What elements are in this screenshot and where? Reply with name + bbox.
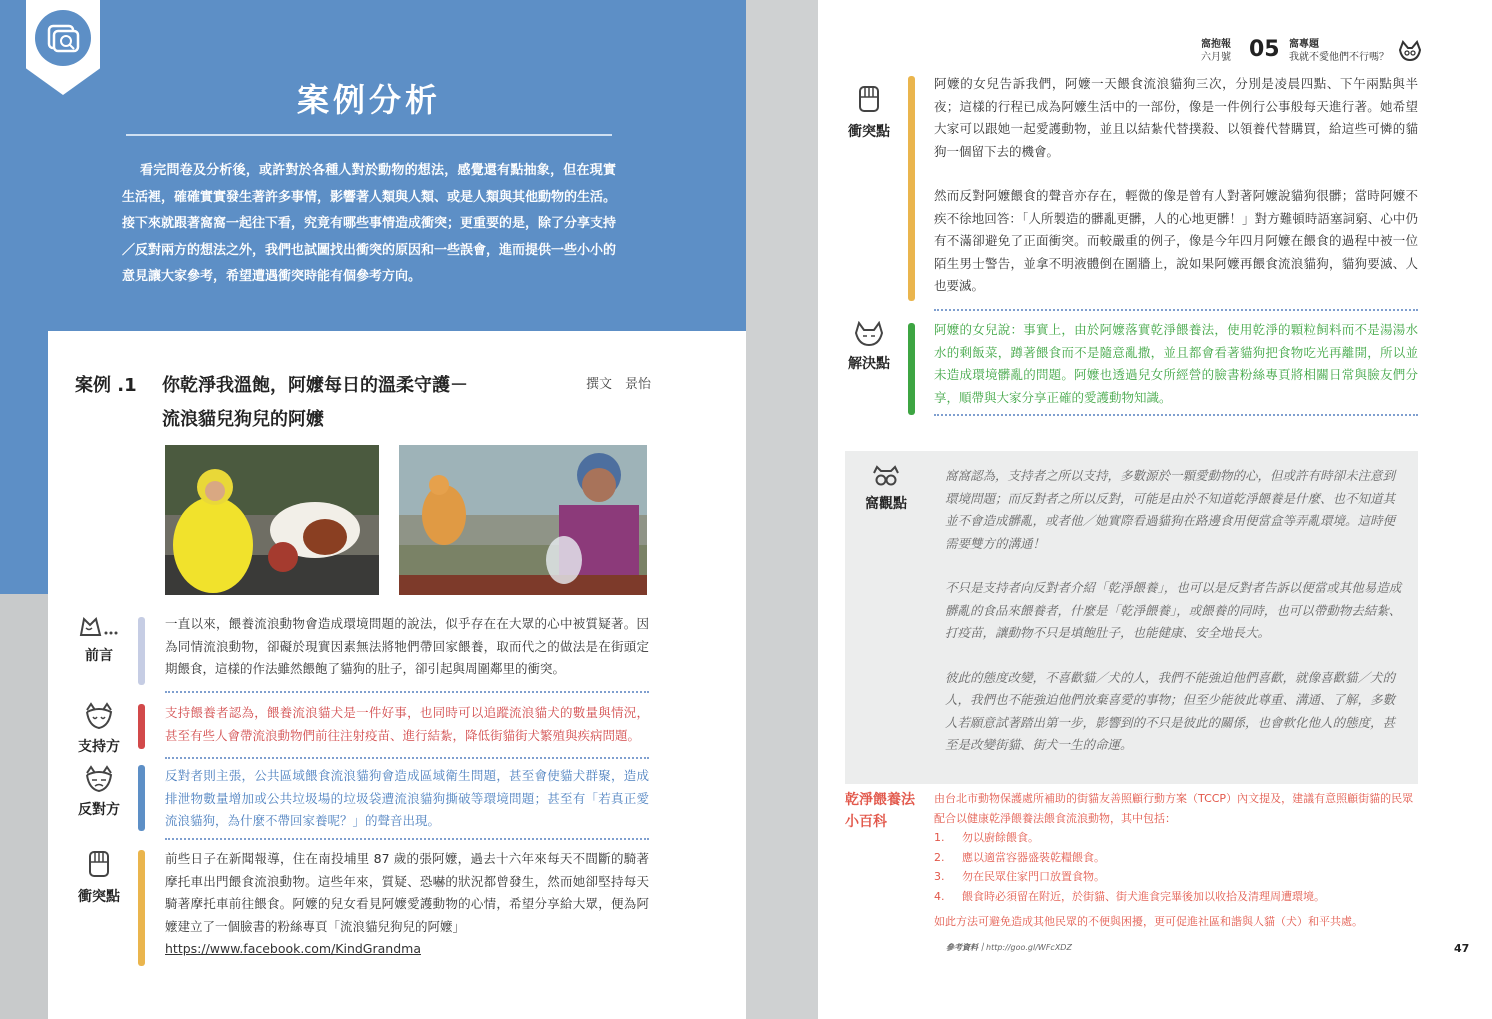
- conflict-bar-right: [908, 76, 915, 301]
- header-issue-number: 05: [1249, 37, 1280, 62]
- conflict-label-right: 衝突點: [848, 124, 890, 140]
- support-cat-icon: [83, 702, 115, 730]
- fist-icon: [856, 83, 882, 115]
- tip-item: 4. 餵食時必須留在附近，於街貓、街犬進食完畢後加以收拾及清理周遭環境。: [934, 889, 1325, 903]
- conflict-label: 衝突點: [78, 889, 120, 905]
- magazine-logo-icon: [35, 10, 91, 66]
- divider: [934, 309, 1418, 311]
- reference: 參考資料｜http://goo.gl/WFcXDZ: [946, 943, 1072, 952]
- solution-bar: [908, 323, 915, 415]
- oppose-icon-group: [70, 765, 128, 819]
- case-number: 案例 .1: [75, 375, 137, 396]
- photo-grandma-feeding-dog: [165, 445, 379, 595]
- solution-label: 解決點: [848, 356, 890, 372]
- viewpoint-icon-group: [863, 465, 909, 513]
- tip-intro: 由台北市動物保護處所補助的街貓友善照顧行動方案（TCCP）內文提及，建議有意照顧街貓的民眾配合以健康乾淨餵養法餵食流浪動物，其中包括：: [934, 792, 1414, 825]
- viewpoint-text: 窩窩認為，支持者之所以支持，多數源於一顆愛動物的心，但或許有時卻未注意到環境問題；而反對者之所以反對，可能是由於不知道乾淨餵養是什麼、也不知道其並不會造成髒亂，或者他／她實際看過貓狗在路邊食用便當盒等弄亂環境。這時便需要雙方的溝通！ 不只是支持者向反對者介紹「乾淨餵養」，也可以是反對者告訴以便當或其他易造成髒亂的食品來餵養者，什麼是「乾淨餵養」，或餵養的同時，也可以帶動物去結紮、打疫苗，讓動物不只是填飽肚子，也能健康、安全地長大。 彼此的態度改變，不喜歡貓／犬的人，我們不能強迫他們喜歡，就像喜歡貓／犬的人，我們也不能強迫他們放棄喜愛的事物；但至少能彼此尊重、溝通、了解，多數人若願意試著踏出第一步，影響到的不只是彼此的關係，也會軟化他人的態度，甚至是改變街貓、街犬一生的命運。: [945, 468, 1402, 752]
- case-card: [48, 331, 746, 1019]
- tip-item: 3. 勿在民眾住家門口放置食物。: [934, 870, 1105, 883]
- cat-sleeping-icon: [78, 613, 120, 639]
- divider: [165, 691, 649, 693]
- support-text: 支持餵養者認為，餵養流浪貓犬是一件好事，也同時可以追蹤流浪貓犬的數量與情況，甚至有些人會帶流浪動物們前往注射疫苗、進行結紮，降低街貓街犬繁殖與疾病問題。: [165, 705, 649, 743]
- header-column: 窩專題 我就不愛他們不行嗎？: [1289, 39, 1389, 63]
- divider: [165, 838, 649, 840]
- viewpoint-box: [845, 451, 1418, 784]
- case-title: 你乾淨我溫飽，阿嬤每日的溫柔守護－ 流浪貓兒狗兒的阿嬤: [162, 375, 468, 430]
- page-gutter: [746, 0, 818, 1019]
- intro-paragraph: 看完問卷及分析後，或許對於各種人對於動物的想法，感覺還有點抽象，但在現實生活裡，確確實實發生著許多事情，影響著人類與人類、或是人類與其他動物的生活。接下來就跟著窩窩一起往下看，究竟有哪些事情造成衝突；更重要的是，除了分享支持／反對兩方的想法之外，我們也試圖找出衝突的原因和一些誤會，進而提供一些小小的意見讓大家參考，希望遭遇衝突時能有個參考方向。: [122, 163, 617, 284]
- oppose-label: 反對方: [78, 802, 120, 818]
- fist-icon: [86, 848, 112, 880]
- facebook-link[interactable]: https://www.facebook.com/KindGrandma: [165, 941, 421, 956]
- reference-url[interactable]: http://goo.gl/WFcXDZ: [986, 943, 1072, 952]
- oppose-text: 反對者則主張，公共區域餵食流浪貓狗會造成區域衛生問題，甚至會使貓犬群聚，造成排泄物數量增加或公共垃圾場的垃圾袋遭流浪貓狗撕破等環境問題；甚至有「若真正愛流浪貓狗，為什麼不帶回家養呢？」的聲音出現。: [165, 768, 649, 828]
- solution-icon-group: [840, 321, 898, 373]
- divider: [165, 757, 649, 759]
- page-number: 47: [1454, 942, 1470, 955]
- viewpoint-label: 窩觀點: [865, 496, 907, 512]
- preface-label: 前言: [85, 648, 113, 664]
- oppose-cat-icon: [83, 765, 115, 793]
- preface-bar: [138, 617, 145, 685]
- support-bar: [138, 704, 145, 749]
- preface-text: 一直以來，餵養流浪動物會造成環境問題的說法，似乎存在在大眾的心中被質疑著。因為同情流浪動物，卻礙於現實因素無法將牠們帶回家餵養，取而代之的做法是在街頭定期餵食，這樣的作法雖然餵飽了貓狗的肚子，卻引起與周圍鄰里的衝突。: [165, 616, 649, 676]
- glasses-cat-icon: [871, 465, 901, 487]
- divider: [934, 414, 1418, 416]
- conflict-icon-group-right: [840, 83, 898, 141]
- conflict-bar: [138, 850, 145, 966]
- tip-title: 乾淨餵養法 小百科: [845, 792, 915, 830]
- author-credit: 撰文 景怡: [586, 377, 652, 392]
- support-label: 支持方: [78, 739, 120, 755]
- right-page: [818, 0, 1492, 1019]
- solution-cat-icon: [853, 321, 885, 347]
- conflict-text-right: 阿嬤的女兒告訴我們，阿嬤一天餵食流浪貓狗三次，分別是凌晨四點、下午兩點與半夜；這樣的行程已成為阿嬤生活中的一部份，像是一件例行公事般每天進行著。她希望大家可以跟她一起愛護動物，並且以結紮代替撲殺、以領養代替購買，給這些可憐的貓狗一個留下去的機會。 然而反對阿嬤餵食的聲音亦存在，輕微的像是曾有人對著阿嬤說貓狗很髒；當時阿嬤不疾不徐地回答：「人所製造的髒亂更髒，人的心地更髒！」對方難頓時語塞詞窮、心中仍有不滿卻避免了正面衝突。而較嚴重的例子，像是今年四月阿嬤在餵食的過程中被一位陌生男士警告，並拿不明液體倒在圍牆上，說如果阿嬤再餵食流浪貓狗，貓狗要滅、人也要滅。: [934, 76, 1418, 293]
- tip-content: [934, 789, 1424, 932]
- support-icon-group: [70, 702, 128, 756]
- preface-icon-group: [70, 613, 128, 665]
- header-cat-icon: [1398, 40, 1422, 62]
- tip-item: 2. 應以適當容器盛裝乾糧餵食。: [934, 850, 1105, 864]
- solution-text: 阿嬤的女兒說：事實上，由於阿嬤落實乾淨餵養法，使用乾淨的顆粒飼料而不是湯湯水水的剩飯菜，蹲著餵食而不是隨意亂撒，並且都會看著貓狗把食物吃光再離開，所以並未造成環境髒亂的問題。阿嬤也透過兒女所經營的臉書粉絲專頁將相關日常與臉友們分享，順帶與大家分享正確的愛護動物知識。: [934, 322, 1418, 405]
- header-magazine: 窩抱報 六月號: [1201, 39, 1231, 63]
- conflict-icon-group: [70, 848, 128, 906]
- photo-grandma-feeding-cat: [399, 445, 647, 595]
- title-divider: [126, 134, 612, 136]
- section-title: 案例分析: [296, 81, 441, 119]
- conflict-text: 前些日子在新聞報導，住在南投埔里 87 歲的張阿嬤，過去十六年來每天不間斷的騎著摩托車出門餵食流浪動物。這些年來，質疑、恐嚇的狀況都曾發生，然而她卻堅持每天騎著摩托車前往餵食。阿嬤的兒女看見阿嬤愛護動物的心情，希望分享給大眾，便為阿嬤建立了一個臉書的粉絲專頁「流浪貓兒狗兒的阿嬤」 https://www.facebook.com/KindGrandma: [165, 851, 649, 956]
- tip-item: 1. 勿以廚餘餵食。: [934, 831, 1039, 844]
- oppose-bar: [138, 765, 145, 831]
- tip-outro: 如此方法可避免造成其他民眾的不便與困擾，更可促進社區和諧與人貓（犬）和平共處。: [934, 915, 1363, 928]
